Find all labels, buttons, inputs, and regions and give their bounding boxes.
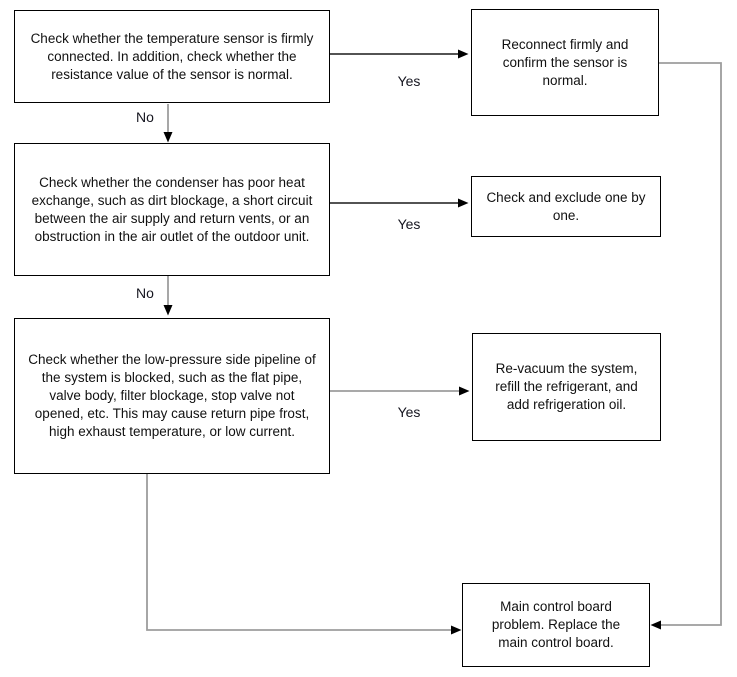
node-check-temperature-sensor xyxy=(14,10,330,103)
node-check-temperature-sensor-text: Check whether the temperature sensor is firmly connected. In addition, check whether the resistance value of the sensor is normal. xyxy=(30,30,314,82)
node-reconnect-firmly-text: Reconnect firmly and confirm the sensor is normal. xyxy=(501,36,629,88)
node-check-low-pressure-pipeline-text: Check whether the low-pressure side pipeline of the system is blocked, such as the flat pipe, valve body, filter blockage, stop valve not opened, etc. This may cause return pipe frost, high exhaust temperature, or low current. xyxy=(28,352,316,439)
node-revacuum-system xyxy=(472,333,661,441)
edge-label-no-1: No xyxy=(136,109,154,125)
edge-pipeline-to-mainboard-arrowhead xyxy=(451,626,462,635)
node-main-control-board xyxy=(462,583,650,667)
node-revacuum-system-text: Re-vacuum the system, refill the refrigerant, and add refrigeration oil. xyxy=(495,361,638,412)
node-check-low-pressure-pipeline xyxy=(14,318,330,474)
edge-reconnect-to-mainboard-arrowhead xyxy=(651,621,662,630)
node-check-and-exclude-text: Check and exclude one by one. xyxy=(486,189,646,223)
edge-label-no-2: No xyxy=(136,285,154,301)
edge-label-yes-2: Yes xyxy=(397,216,421,232)
edge-reconnect-to-mainboard-line xyxy=(659,63,721,625)
node-check-condenser-text: Check whether the condenser has poor heat exchange, such as dirt blockage, a short circuit between the air supply and return vents, or an obstruction in the air outlet of the outdoor unit. xyxy=(31,174,313,244)
edge-no-2-arrowhead xyxy=(164,305,173,316)
node-reconnect-firmly xyxy=(471,9,659,116)
edge-yes-2-arrowhead xyxy=(458,199,469,208)
edge-no-1-arrowhead xyxy=(164,132,173,143)
edge-yes-1-arrowhead xyxy=(458,50,469,59)
node-check-and-exclude xyxy=(471,176,661,237)
edge-pipeline-to-mainboard-line xyxy=(147,474,451,630)
node-check-condenser xyxy=(14,143,330,276)
edge-label-yes-1: Yes xyxy=(397,73,421,89)
edge-yes-3-arrowhead xyxy=(459,387,470,396)
node-main-control-board-text: Main control board problem. Replace the main control board. xyxy=(491,599,621,650)
edge-label-yes-3: Yes xyxy=(397,404,421,420)
